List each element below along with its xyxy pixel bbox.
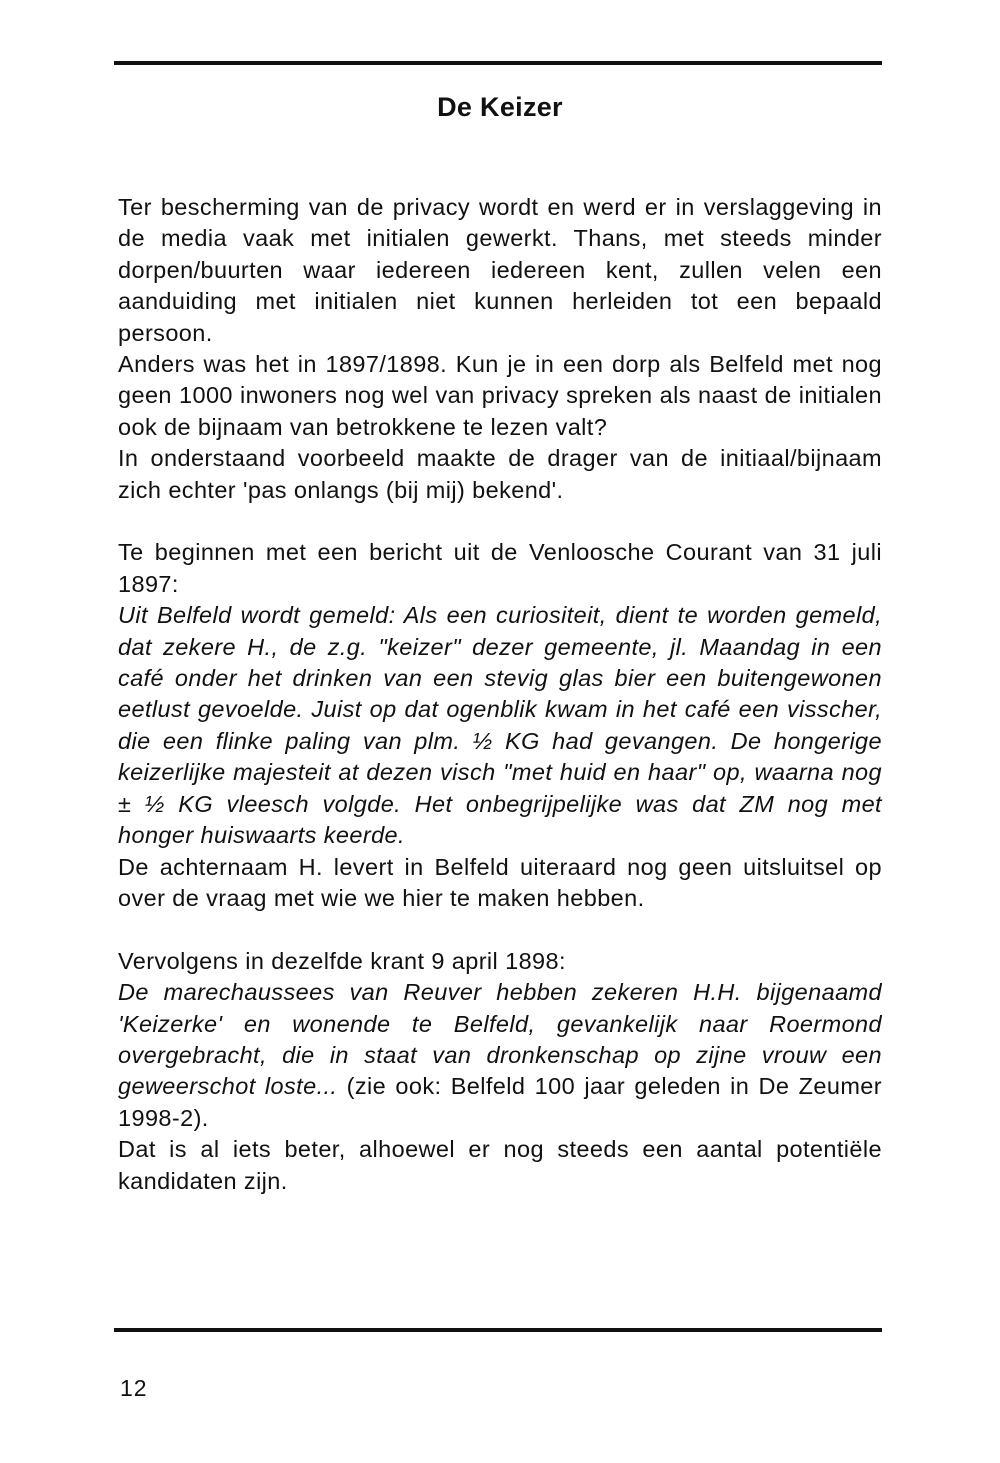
top-rule: [114, 61, 882, 65]
paragraph-gap: [118, 914, 882, 945]
quote-1898: [118, 977, 882, 1134]
quote-1897: Uit Belfeld wordt gemeld: Als een curiositeit, dient te worden gemeld, dat zekere H., de z.g. "keizer" dezer gemeente, jl. Maandag in een café onder het drinken van een stevig glas bier een buitengewonen eetlust gevoelde. Juist op dat ogenblik kwam in het café een visscher, die een flinke paling van plm. ½ KG had gevangen. De hongerige keizerlijke majesteit at dezen visch "met huid en haar" op, waarna nog ± ½ KG vleesch volgde. Het onbegrijpelijke was dat ZM nog met honger huiswaarts keerde.: [118, 602, 882, 849]
quote-1898-italic: De marechaussees van Reuver hebben zekeren H.H. bijgenaamd 'Keizerke' en wonende te Belfeld, gevankelijk naar Roermond overgebracht, die in staat van dronkenschap op zijne vrouw een geweerschot loste...: [118, 979, 882, 1100]
page-number: 12: [120, 1375, 148, 1401]
page-title: De Keizer: [437, 92, 563, 122]
paragraph-courant-intro: Te beginnen met een bericht uit de Venloosche Courant van 31 juli 1897:: [118, 539, 882, 597]
article-body: [118, 192, 882, 1197]
bottom-rule: [114, 1328, 882, 1332]
paragraph-gap: [118, 506, 882, 537]
paragraph-privacy: Ter bescherming van de privacy wordt en werd er in verslaggeving in de media vaak met initialen gewerkt. Thans, met steeds minder dorpen/buurten waar iedereen iedereen kent, zullen velen een aanduiding met initialen niet kunnen herleiden tot een bepaald persoon.: [118, 194, 882, 346]
paragraph-1898-intro: Vervolgens in dezelfde krant 9 april 1898:: [118, 947, 566, 974]
paragraph-example-intro: In onderstaand voorbeeld maakte de drager van de initiaal/bijnaam zich echter 'pas onlangs (bij mij) bekend'.: [118, 445, 882, 503]
paragraph-belfeld: Anders was het in 1897/1898. Kun je in een dorp als Belfeld met nog geen 1000 inwoners nog wel van privacy spreken als naast de initialen ook de bijnaam van betrokkene te lezen valt?: [118, 351, 882, 440]
paragraph-conclusion: Dat is al iets beter, alhoewel er nog steeds een aantal potentiële kandidaten zijn.: [118, 1136, 882, 1194]
quote-1898-reference: (zie ook: Belfeld 100 jaar geleden in De Zeumer 1998-2).: [118, 1073, 882, 1131]
paragraph-surname: De achternaam H. levert in Belfeld uiteraard nog geen uitsluitsel op over de vraag met wie we hier te maken hebben.: [118, 853, 882, 911]
